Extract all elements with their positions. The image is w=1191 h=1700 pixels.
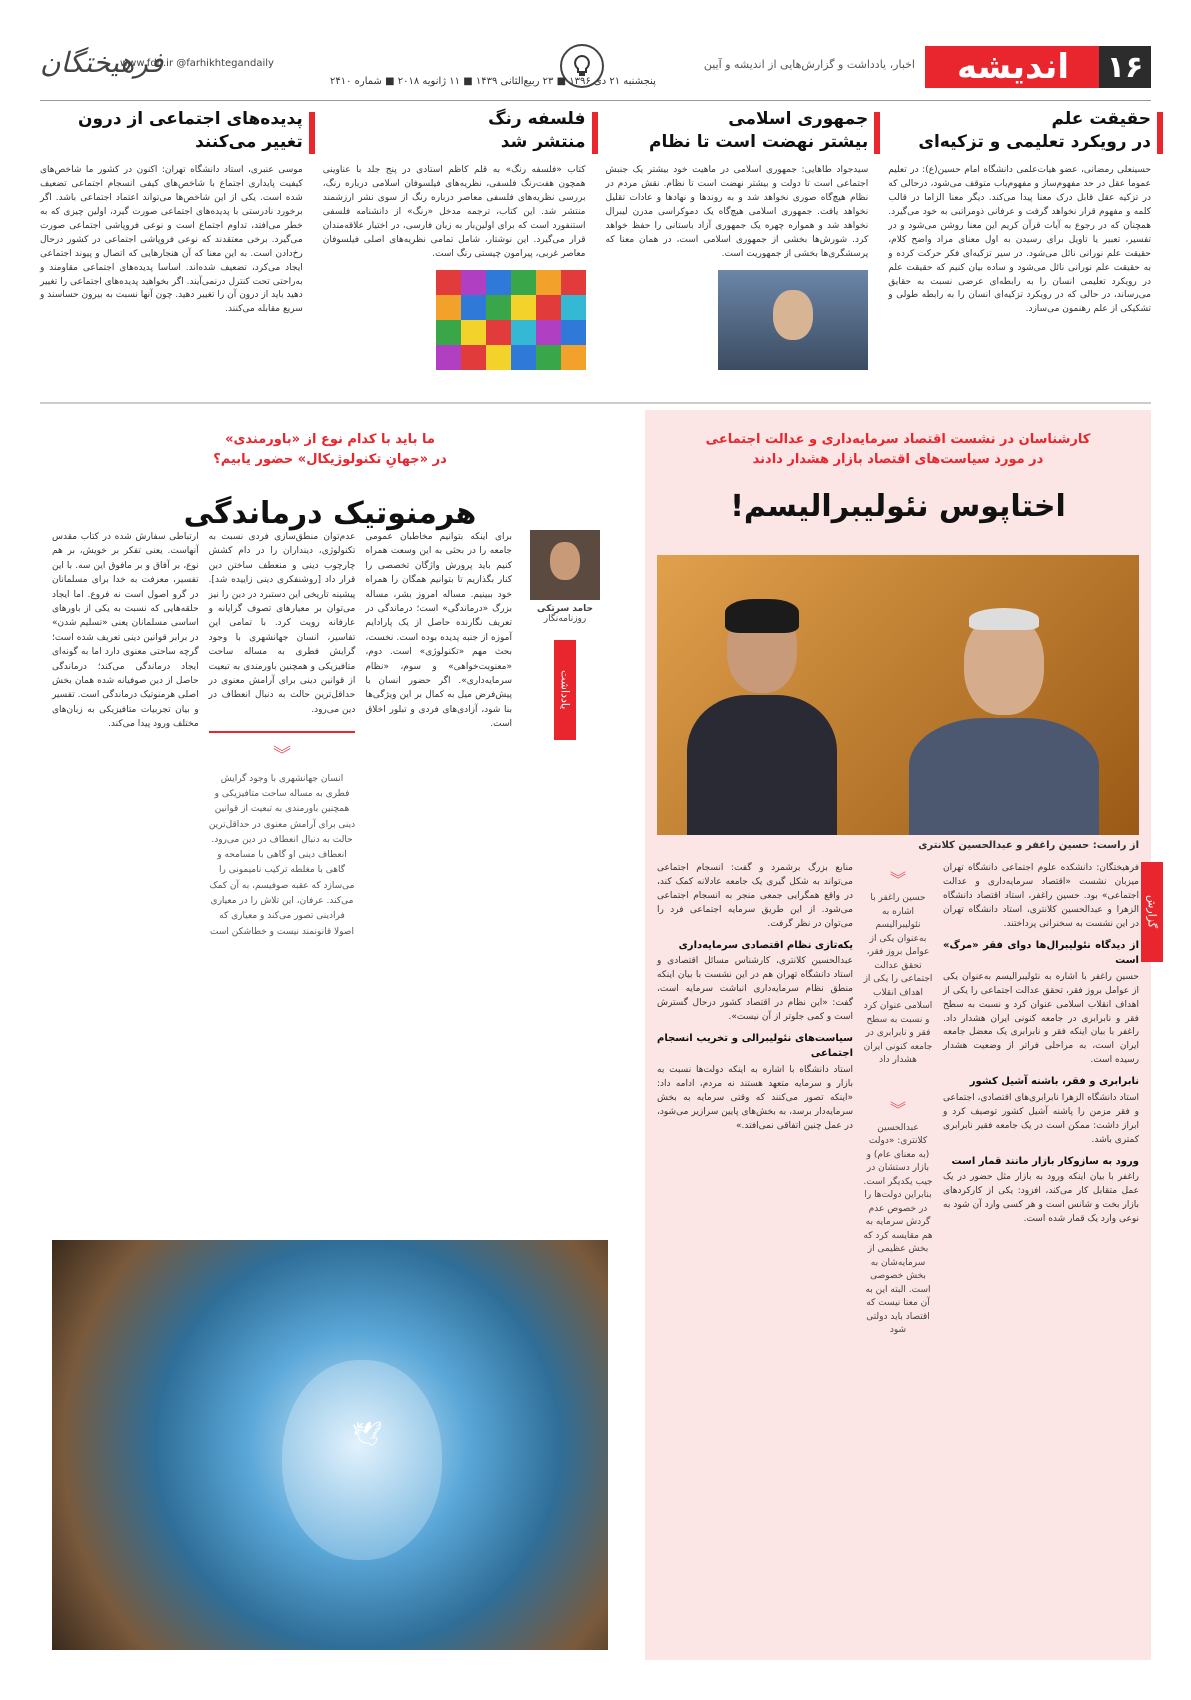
brief-title: فلسفه رنگ منتشر شد [488, 109, 586, 152]
opinion-column [209, 530, 356, 1210]
report-paragraph: راغفر با بیان اینکه ورود به بازار مثل حضور در یک عمل متقابل کار می‌کند، افزود: یکی از کارکردهای بازار بخت و شانس است و هر کسی وارد آن شود به نوعی وارد یک قمار شده است. [943, 1172, 1139, 1224]
report-subhead: از دیدگاه نئولیبرال‌ها دوای فقر «مرگ» است [943, 939, 1139, 967]
report-tab: گزارش [1141, 862, 1163, 962]
report-subhead: نابرابری و فقر، باشنه آشیل کشور [969, 1076, 1139, 1088]
pull-quote: عبدالحسین کلانتری: «دولت (به معنای عام) و بازار دستشان در جیب یکدیگر است. بنابراین دولت‌ها را در خصوص عدم گردش سرمایه به هم مقایسه کرد که بخش عظیمی از سرمایه‌شان به بخش خصوصی است. البته این به آن معنا نیست که اقتصاد باید دولتی شود [863, 1122, 933, 1335]
report-subhead: یکه‌تازی نظام اقتصادی سرمایه‌داری [678, 939, 853, 951]
opinion-column [365, 530, 512, 1210]
section-subtitle: اخبار، یادداشت و گزارش‌هایی از اندیشه و آیین [703, 58, 915, 71]
person-photo [909, 600, 1099, 835]
pull-quote: انسان جهانشهری با وجود گرایش فطری به مساله ساحت متافیزیکی و همچنین باورمندی به تبعیت از قوانین دینی برای آرامش معنوی در حداقل‌ترین حالت به دنبال انعطاف در دین می‌رود. انعطاف دینی او گاهی با مسامحه و گاهی با مغلطه ترکیب نامیمونی را می‌سازد که عقبه صوفیسم، به آن کمک می‌کند. عرفان، این تلاش را در معیاری فرادینی تصور می‌کند و معیاری که اصولا قانونمند نیست و خطاشکن است [208, 773, 356, 937]
report-kicker: کارشناسان در نشست اقتصاد سرمایه‌داری و عدالت اجتماعی در مورد سیاست‌های اقتصاد بازار هشدار دادند [705, 432, 1091, 467]
report-column [943, 862, 1139, 1652]
opinion-paragraph: عدم‌توان منطق‌سازی فردی نسبت به تکنولوژی، دینداران را در دام کشش چارچوب دینی و منعطف ساختن دین قرار داد [روشنفکری دینی زاییده شد]. پیشینه تاریخی این دستبرد در دین را نیز می‌توان بر معیارهای تصوف گرایانه و عارفانه رویت کرد. با تمامی این تفاسیر، انسان جهانشهری با وجود گرایش فطری به مساله ساحت متافیزیکی و همچنین باورمندی به تبعیت از قوانین دینی برای آرامش معنوی در حداقل‌ترین حالت به دنبال انعطاف در دین می‌رود. [208, 532, 356, 715]
pull-quote-box [209, 731, 356, 940]
pull-quote: حسین راغفر با اشاره به نئولیبرالیسم به‌عنوان یکی از عوامل بروز فقر، تحقق عدالت اجتماعی را یکی از اهداف انقلاب اسلامی عنوان کرد و نسبت به سطح فقر و نابرابری در جامعه کنونی ایران هشدار داد [863, 893, 933, 1065]
chevron-down-icon: ︾ [272, 745, 291, 767]
brief-body: موسی عنبری، استاد دانشگاه تهران: اکنون در کشور ما شاخص‌های کیفیت پایداری اجتماع با شاخص‌های کیفی انسجام اجتماعی تضعیف شده است. یکی از این شاخص‌ها می‌تواند اعتماد اجتماعی باشد. اگر برخورد نادرستی با پدیده‌های اجتماعی صورت گیرد، اولین چیزی که به خطر می‌افتد، تداوم اجتماع است و نوعی فروپاشی اجتماعی صورت می‌گیرد. برخی معتقدند که نوعی فروپاشی اجتماعی در کشور درحال رخ‌دادن است. به این معنا که آن هنجارهایی که اتصال و پیوند اجتماعی ایجاد می‌کرد، تضعیف شده‌اند. اساسا پدیده‌های اجتماعی مقاومند و به‌راحتی تحت کنترل درنمی‌آیند. اگر بخواهید پدیده‌های اجتماعی را تغییر دهید باید از درون آن را تغییر دهید. چون آنها نسبت به بیرون حساسند و سریع مقابله می‌کنند. [40, 165, 303, 315]
brief-title: جمهوری اسلامی بیشتر نهضت است تا نظام [648, 109, 869, 152]
opinion-paragraph: برای اینکه بتوانیم مخاطبان عمومی جامعه را در بحثی به این وسعت همراه کنیم باید پرورش واژگان تخصصی را کنار بگذاریم تا بتوانیم همگان را همراه خود ببینیم. مساله امروز بشر، مساله بزرگ «درماندگی» است؛ درماندگی در تعریف نگارنده حاصل از یک پارادایم آموزه از جنبه پدیده بوده است. نخست، بحث مهم «تکنولوژی» است. دوم، «معنویت‌خواهی» و سوم، «نظام سرمایه‌داری». اگر حضور انسان با پیش‌فرض میل به کمال بر این ویژگی‌ها بنا شود، آزادی‌های فردی و تبلور اخلاق است. [365, 532, 512, 730]
brief-title: حقیقت علم در رویکرد تعلیمی و تزکیه‌ای [918, 109, 1151, 152]
opinion-column [52, 530, 199, 1210]
brief-card [40, 108, 303, 398]
opinion-columns [52, 530, 608, 1210]
brief-body: کتاب «فلسفه رنگ» به قلم کاظم استادی در پنج جلد با عناوینی همچون هفت‌رنگ فلسفی، نظریه‌های فیلسوفان اسلامی درباره رنگ، بررسی نظریه‌های فلسفی معاصر درباره رنگ از سوی نشر ارزشمند منتشر شد. این کتاب، ترجمه مدخل «رنگ» از دانشنامه فلسفی استنفورد است که برای اولین‌بار به زبان فارسی، در اختیار علاقه‌مندان قرار می‌گیرد. این نوشتار، شامل تمامی نظریه‌های اصلی فیلسوفان معاصر غربی، پیرامون چیستی رنگ است. [322, 165, 586, 259]
accent-mark [1157, 112, 1163, 154]
chevron-down-icon: ︾ [889, 870, 906, 889]
color-cubes-photo [436, 270, 586, 370]
report-photo [657, 555, 1139, 835]
section-title: اندیشه [956, 47, 1070, 87]
report-paragraph: منابع بزرگ برشمرد و گفت: انسجام اجتماعی می‌تواند به شکل گیری یک جامعه عادلانه کمک کند، در واقع همگرایی جمعی منجر به انسجام اجتماعی می‌شود. از این طریق سرمایه اجتماعی فرد را می‌توان در نظر گرفت. [657, 863, 853, 929]
masthead [40, 40, 1151, 98]
newspaper-logo: فرهیختگان [40, 46, 164, 79]
author-box [522, 530, 608, 1210]
author-photo [530, 530, 600, 600]
report-lead: فرهیختگان: دانشکده علوم اجتماعی دانشگاه تهران میزبان نشست «اقتصاد سرمایه‌داری و عدالت اجتماعی» بود. حسین راغفر، استاد اقتصاد دانشگاه الزهرا و عبدالحسین کلانتری، استاد دانشگاه تهران در این نشست به سخنرانی پرداختند. [943, 863, 1139, 929]
report-paragraph: استاد دانشگاه با اشاره به اینکه دولت‌ها نسبت به بازار و سرمایه متعهد هستند نه مردم، ادامه داد: «اینکه تصور می‌کنند که وقتی سرمایه به بخش سرمایه‌دار برسد، به بخش‌های پایین سرازیر می‌شود، در عمل چنین اتفاقی نمی‌افتد.» [657, 1064, 853, 1131]
report-paragraph: حسین راغفر با اشاره به نئولیبرالیسم به‌عنوان یکی از عوامل بروز فقر، تحقق عدالت اجتماعی را یکی از اهداف انقلاب اسلامی عنوان کرد و نسبت به سطح فقر و نابرابری در جامعه کنونی ایران هشدار داد. راغفر با بیان اینکه فقر و نابرابری یک معضل جامعه ایران است، به مراحلی فراتر از وضعیت هشدار رسیده است. [943, 971, 1139, 1066]
brief-card [323, 108, 586, 398]
opinion-paragraph: ارتباطی سفارش شده در کتاب مقدس آنهاست. یعنی تفکر بر خویش، بر هم نوع، بر آفاق و بر مافوق این سه. با این تفسیر، معرفت به خدا برای مسلمانان در گرو اصول است نه فروع. اما ایجاد حلقه‌هایی که نسبت به یکی از باورهای اساسی مسلمانان یعنی «تسلیم شدن» در برابر قوانین دینی تعریف شده است؛ گرچه ساحتی معنوی دارد اما به گونه‌ای ایجاد درماندگی می‌کند؛ درماندگی حاصل از دین صوفیانه شده همان بخش اصلی هرمنوتیک درماندگی است. تفسیر و بیان تجربیات متافیزیکی به زبان‌های مختلف ورود پیدا می‌کند. [51, 532, 199, 730]
header-divider [40, 100, 1151, 101]
page-number: ۱۶ [1099, 46, 1151, 88]
brief-title: پدیده‌های اجتماعی از درون تغییر می‌کنند [77, 109, 303, 152]
report-paragraph: عبدالحسین کلانتری، کارشناس مسائل اقتصادی و استاد دانشگاه تهران هم در این نشست با بیان اینکه منطق نظام سرمایه‌داری انباشت سرمایه است، گفت: «این نظام در اقتصاد کشور درحال گسترش است و کمی جلوتر از آن نیست». [657, 956, 853, 1022]
accent-mark [309, 112, 315, 154]
accent-mark [874, 112, 880, 154]
report-columns [657, 862, 1139, 1652]
brief-body: حسینعلی رمضانی، عضو هیات‌علمی دانشگاه امام حسین(ع): در تعلیم عموما عقل در حد مفهوم‌ساز و مفهوم‌یاب متوقف می‌شود، درحالی که در تزکیه عقل قابل درک معنا پیدا می‌کند. دیگر معنا الزاما در قالب کلمه و مفهوم قرار نخواهد گرفت و عرفانی ذومراتبی به خود می‌گیرد. همچنان که در رجوع به آیات قرآن کریم این معنا روشن می‌شود و در تفسیر، تعبیر یا تاویل برای رسیدن به اول معنای مراد واضح کلام، حقیقت علم نورانی نائل می‌شود. در سیر تزکیه‌ای فکر حرکت کرده و به حقیقت علم نورانی نائل می‌شود و ساده بیان کنیم که حقیقت علم در رویکرد تعلیمی انسان را به رابطه‌ای عرضی نسبت به حقایق می‌رساند، در حالی که در رویکرد تزکیه‌ای انسان را به رابطه طولی و تشکیکی از علم رهنمون می‌سازد. [888, 165, 1151, 315]
head-silhouette [282, 1360, 442, 1560]
report-subhead: ورود به سازوکار بازار مانند قمار است [951, 1155, 1139, 1167]
section-divider [40, 402, 1151, 404]
top-news-strip [40, 108, 1151, 398]
report-article [645, 410, 1159, 1660]
brief-card [888, 108, 1151, 398]
portrait-photo [718, 270, 868, 370]
lower-section [40, 410, 1159, 1660]
report-headline: اختاپوس نئولیبرالیسم! [730, 489, 1066, 524]
website-handle: www.fdn.ir @farhikhtegandaily [120, 58, 274, 69]
accent-mark [592, 112, 598, 154]
dove-icon: 🕊 [352, 1420, 383, 1448]
author-name: حامد سرتکی [537, 604, 593, 614]
opinion-headline: هرمنوتیک درماندگی [183, 496, 477, 531]
person-photo [687, 595, 837, 835]
opinion-article [40, 410, 620, 1660]
report-subhead: سیاست‌های نئولیبرالی و تخریب انسجام اجتماعی [657, 1032, 853, 1060]
issue-date-line: پنجشنبه ۲۱ دی ۱۳۹۶ ■ ۲۳ ربیع‌الثانی ۱۴۳۹ ■ ۱۱ ژانویه ۲۰۱۸ ■ شماره ۲۴۱۰ [330, 76, 656, 87]
opinion-kicker: ما باید با کدام نوع از «باورمندی» در «جهانِ تکنولوژیکال» حضور یابیم؟ [213, 432, 447, 467]
photo-caption: از راست: حسین راغفر و عبدالحسین کلانتری [918, 840, 1139, 851]
brief-card [606, 108, 869, 398]
report-paragraph: استاد دانشگاه الزهرا نابرابری‌های اقتصادی، اجتماعی و فقر مزمن را پاشنه آشیل کشور توصیف کرد و ابراز داشت: ممکن است در یک جامعه فقیر نابرابری کمتری باشد. [943, 1092, 1139, 1145]
author-role: روزنامه‌نگار [543, 614, 587, 624]
surreal-illustration [52, 1240, 608, 1650]
chevron-down-icon: ︾ [889, 1099, 906, 1119]
opinion-tab: یادداشت [554, 640, 576, 740]
report-column [657, 862, 853, 1652]
pull-quotes [863, 862, 933, 1652]
brief-body: سیدجواد طاهایی: جمهوری اسلامی در ماهیت خود بیشتر یک جنبش اجتماعی است تا دولت و بیشتر نهضت است تا نظام. نقش مردم در نظام هیچ‌گاه صوری نخواهد شد و به روندها و نهادها و عادات تقلیل نخواهد یافت. جمهوری اسلامی هیچ‌گاه یک دموکراسی مدرن لیبرال نخواهد شد و همواره چهره یک جمهوری آزاد باستانی را حفظ خواهد کرد. شورش‌ها بخشی از جمهوری اسلامی است، در همان معنا که پرسشگری‌ها بخشی از جمهوریت است. [605, 165, 869, 259]
